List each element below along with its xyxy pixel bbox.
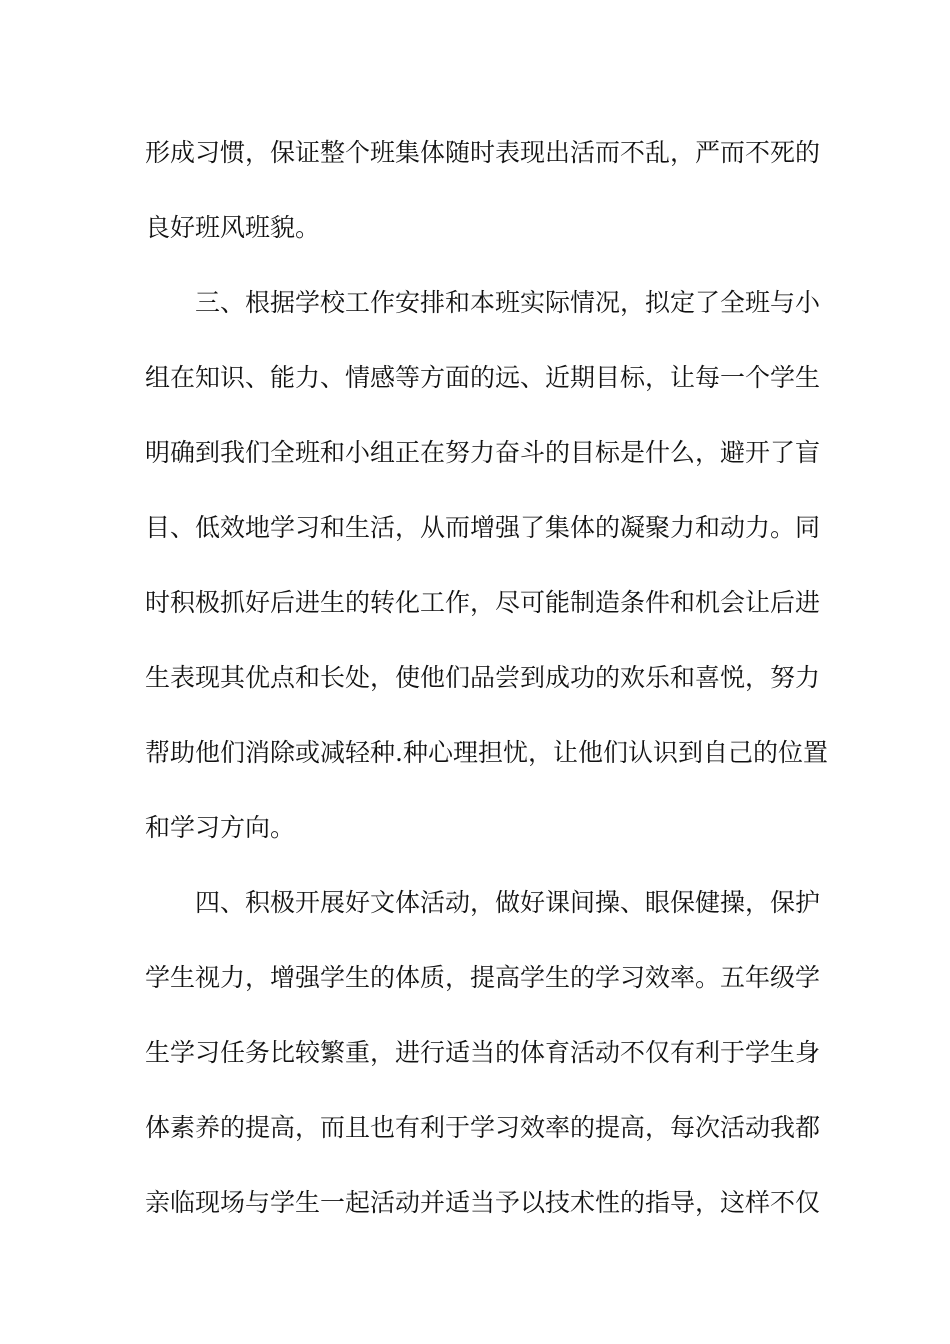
text-line: 生表现其优点和长处，使他们品尝到成功的欢乐和喜悦，努力 [145,663,821,692]
text-line: 良好班风班貌。 [145,213,321,242]
text-line: 形成习惯，保证整个班集体随时表现出活而不乱，严而不死的 [145,138,821,167]
text-line: 组在知识、能力、情感等方面的远、近期目标，让每一个学生 [145,363,821,392]
text-line: 四、积极开展好文体活动，做好课间操、眼保健操，保护 [195,888,821,917]
text-line: 体素养的提高，而且也有利于学习效率的提高，每次活动我都 [145,1113,821,1142]
text-line: 和学习方向。 [145,813,296,842]
text-line: 亲临现场与学生一起活动并适当予以技术性的指导，这样不仅 [145,1188,821,1217]
text-line: 目、低效地学习和生活，从而增强了集体的凝聚力和动力。同 [145,513,821,542]
text-line: 生学习任务比较繁重，进行适当的体育活动不仅有利于学生身 [145,1038,821,1067]
text-line: 明确到我们全班和小组正在努力奋斗的目标是什么，避开了盲 [145,438,821,467]
text-line: 时积极抓好后进生的转化工作，尽可能制造条件和机会让后进 [145,588,821,617]
text-line: 学生视力，增强学生的体质，提高学生的学习效率。五年级学 [145,963,821,992]
document-body [145,124,828,1249]
text-line: 三、根据学校工作安排和本班实际情况，拟定了全班与小 [195,288,821,317]
text-line: 帮助他们消除或减轻种.种心理担忧，让他们认识到自己的位置 [145,738,828,767]
